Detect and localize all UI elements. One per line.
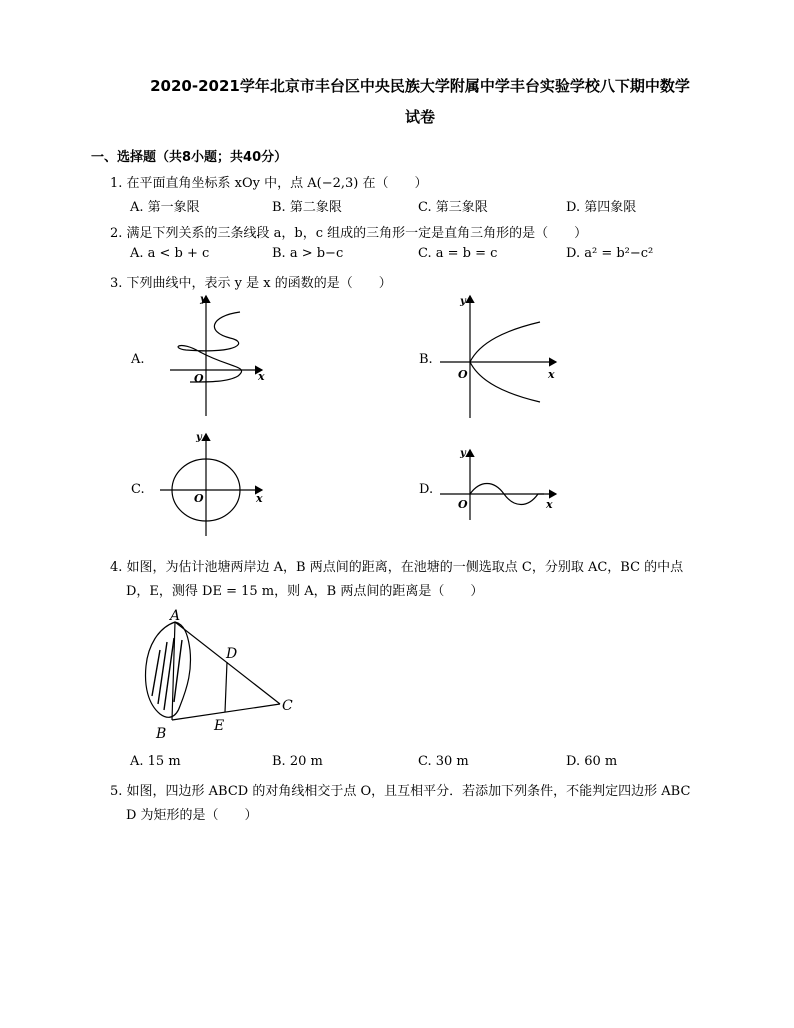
- question-5-stem-line-1: 5. 如图，四边形 ABCD 的对角线相交于点 O，且互相平分．若添加下列条件，不能判定四边形 ABC: [110, 784, 691, 799]
- pond-label-e: E: [214, 718, 225, 734]
- graph-b: [436, 292, 566, 422]
- graph-d: [436, 444, 566, 524]
- q2-option-a[interactable]: A. a < b + c: [130, 246, 210, 261]
- q2-option-d[interactable]: D. a² = b²−c²: [566, 246, 654, 261]
- question-4-stem-line-2: D，E，测得 DE = 15 m，则 A，B 两点间的距离是（ ）: [126, 584, 484, 599]
- graph-b-origin-label: O: [458, 368, 468, 381]
- q1-option-b[interactable]: B. 第二象限: [272, 200, 342, 215]
- pond-figure: [130, 606, 310, 746]
- q2-option-b[interactable]: B. a > b−c: [272, 246, 344, 261]
- question-2-stem: 2. 满足下列关系的三条线段 a，b，c 组成的三角形一定是直角三角形的是（ ）: [110, 226, 588, 241]
- graph-d-y-label: y: [460, 448, 466, 459]
- q2-option-c[interactable]: C. a = b = c: [418, 246, 498, 261]
- graph-a-origin-label: O: [194, 372, 204, 385]
- pond-label-d: D: [226, 646, 238, 662]
- graph-a-y-label: y: [200, 294, 206, 305]
- question-5-stem-line-2: D 为矩形的是（ ）: [126, 808, 258, 823]
- q1-option-d[interactable]: D. 第四象限: [566, 200, 637, 215]
- q1-option-a[interactable]: A. 第一象限: [130, 200, 200, 215]
- q4-option-a[interactable]: A. 15 m: [130, 754, 181, 769]
- question-4-stem-line-1: 4. 如图，为估计池塘两岸边 A，B 两点间的距离，在池塘的一侧选取点 C，分别取 AC，BC 的中点: [110, 560, 684, 575]
- graph-a: [150, 290, 280, 420]
- pond-label-c: C: [282, 698, 293, 714]
- q1-option-c[interactable]: C. 第三象限: [418, 200, 488, 215]
- q3-option-d[interactable]: D.: [419, 482, 434, 497]
- graph-c-origin-label: O: [194, 492, 204, 505]
- q3-option-a[interactable]: A.: [131, 352, 145, 367]
- question-1-stem: 1. 在平面直角坐标系 xOy 中，点 A(−2,3) 在（ ）: [110, 176, 428, 191]
- q4-option-b[interactable]: B. 20 m: [272, 754, 323, 769]
- title-line-2: 试卷: [404, 108, 435, 126]
- graph-d-x-label: x: [546, 498, 553, 511]
- graph-c-x-label: x: [256, 492, 263, 505]
- q3-option-c[interactable]: C.: [131, 482, 145, 497]
- q4-option-c[interactable]: C. 30 m: [418, 754, 469, 769]
- graph-b-x-label: x: [548, 368, 555, 381]
- section-heading: 一、选择题（共8小题；共40分）: [91, 150, 288, 165]
- question-3-stem: 3. 下列曲线中，表示 y 是 x 的函数的是（ ）: [110, 276, 392, 291]
- graph-a-x-label: x: [258, 370, 265, 383]
- pond-label-a: A: [170, 608, 181, 624]
- q3-option-b[interactable]: B.: [419, 352, 433, 367]
- pond-label-b: B: [156, 726, 167, 742]
- q4-option-d[interactable]: D. 60 m: [566, 754, 618, 769]
- graph-c: [150, 428, 280, 538]
- graph-b-y-label: y: [460, 296, 466, 307]
- graph-c-y-label: y: [196, 432, 202, 443]
- title-line-1: 2020-2021学年北京市丰台区中央民族大学附属中学丰台实验学校八下期中数学: [150, 77, 690, 95]
- graph-d-origin-label: O: [458, 498, 468, 511]
